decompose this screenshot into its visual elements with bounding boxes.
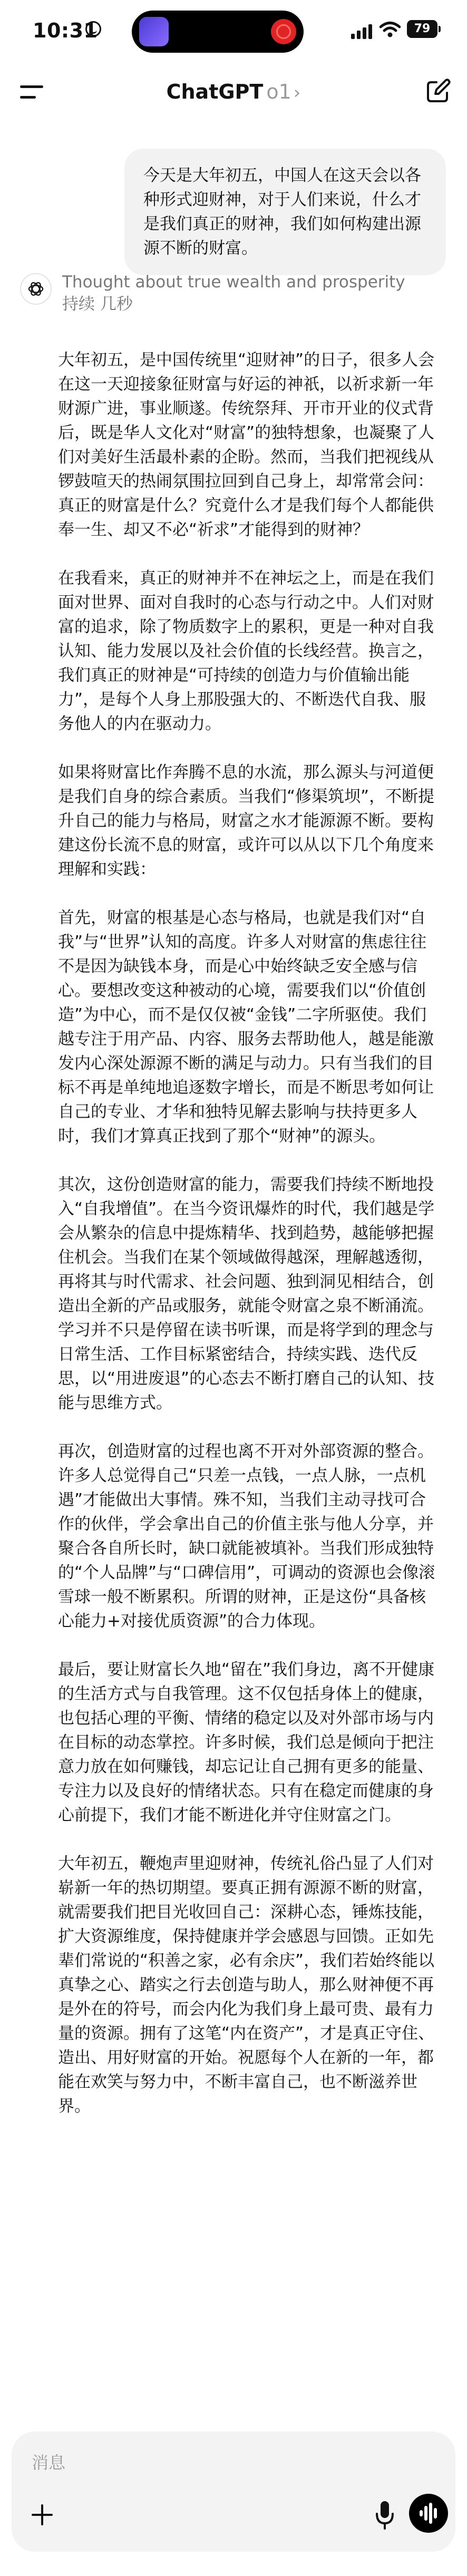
chevron-right-icon: › — [293, 82, 301, 103]
response-paragraph: 在我看来，真正的财神并不在神坛之上，而是在我们面对世界、面对自我时的心态与行动之中。人们对财富的追求，除了物质数字上的累积，更是一种对自我认知、能力发展以及社会价值的长线经营。换言之，我们真正的财神是“可持续的创造力与价值输出能力”，是每个人身上那股强大的、不断迭代自我、服务他人的内在驱动力。 — [58, 569, 434, 733]
model-selector[interactable] — [0, 80, 467, 103]
cellular-signal-icon — [351, 23, 374, 39]
user-message-bubble: 今天是大年初五，中国人在这天会以各种形式迎财神，对于人们来说，什么才是我们真正的财神，我们如何构建出源源不断的财富。 — [124, 149, 446, 275]
microphone-icon[interactable] — [374, 2500, 395, 2530]
chatgpt-logo-icon — [20, 273, 52, 305]
battery-indicator: 79 — [407, 20, 437, 38]
response-paragraph: 如果将财富比作奔腾不息的水流，那么源头与河道便是我们自身的综合素质。当我们“修渠筑坝”，不断提升自己的能力与格局，财富之水才能源源不断。要构建这份长流不息的财富，或许可以从以下几个角度来理解和实践： — [58, 763, 435, 879]
response-paragraph: 其次，这份创造财富的能力，需要我们持续不断地投入“自我增值”。在当今资讯爆炸的时代，我们越是学会从繁杂的信息中提炼精华、找到趋势，越能够把握住机会。当我们在某个领域做得越深，理解越透彻，再将其与时代需求、社会问题、独到洞见相结合，创造出全新的产品或服务，就能令财富之泉不断涌流。学习并不只是停留在读书听课，而是将学到的理念与日常生活、工作目标紧密结合，持续实践、迭代反思，以“用进废退”的心态去不断打磨自己的认知、技能与思维方式。 — [58, 1175, 435, 1412]
chat-header — [0, 63, 467, 121]
voice-mode-button[interactable] — [409, 2494, 448, 2533]
message-composer[interactable] — [12, 2432, 455, 2552]
app-activity-icon — [139, 17, 169, 46]
focus-smile-icon — [85, 21, 101, 37]
response-paragraph: 最后，要让财富长久地“留在”我们身边，离不开健康的生活方式与自我管理。这不仅包括身体上的健康，也包括心理的平衡、情绪的稳定以及对外部市场与内在目标的动态掌控。许多时候，我们总是倾向于把注意力放在如何赚钱，却忘记让自己拥有更多的能量、专注力以及良好的情绪状态。只有在稳定而健康的身心前提下，我们才能不断进化并守住财富之门。 — [58, 1660, 435, 1825]
response-paragraph: 首先，财富的根基是心态与格局，也就是我们对“自我”与“世界”认知的高度。许多人对财富的焦虑往往不是因为缺钱本身，而是心中始终缺乏安全感与信心。要想改变这种被动的心境，需要我们以“价值创造”为中心，而不是仅仅被“金钱”二字所驱使。我们越专注于用产品、内容、服务去帮助他人，越是能激发内心深处源源不断的满足与动力。只有当我们的目标不再是单纯地追逐数字增长，而是不断思考如何让自己的专业、才华和独特见解去影响与扶持更多人时，我们才算真正找到了那个“财神”的源头。 — [58, 908, 434, 1146]
new-chat-icon[interactable] — [425, 78, 451, 104]
status-time: 10:31 — [33, 19, 98, 42]
screen-recording-icon — [271, 19, 296, 44]
app-title: ChatGPT — [166, 80, 264, 103]
response-paragraph: 大年初五，鞭炮声里迎财神，传统礼俗凸显了人们对崭新一年的热切期望。要真正拥有源源不断的财富，就需要我们把目光收回自己：深耕心态，锤炼技能，扩大资源维度，保持健康并学会感恩与回馈。正如先辈们常说的“积善之家，必有余庆”，我们若始终能以真挚之心、踏实之行去创造与助人，那么财神便不再是外在的符号，而会内化为我们身上最可贵、最有力量的资源。拥有了这笔“内在资产”，才是真正守住、造出、用好财富的开始。祝愿每个人在新的一年，都能在欢笑与努力中，不断丰富自己，也不断滋养世界。 — [58, 1854, 435, 2116]
wifi-icon — [380, 21, 401, 38]
assistant-response — [58, 348, 435, 2143]
model-name: o1 — [266, 80, 291, 103]
status-bar — [0, 0, 467, 62]
thought-summary[interactable]: Thought about true wealth and prosperity — [62, 273, 405, 292]
dynamic-island[interactable] — [132, 11, 304, 53]
plus-icon[interactable] — [32, 2504, 53, 2525]
response-paragraph: 再次，创造财富的过程也离不开对外部资源的整合。许多人总觉得自己“只差一点钱，一点人脉，一点机遇”才能做出大事情。殊不知，当我们主动寻找可合作的伙伴，学会拿出自己的价值主张与他人分享，并聚合各自所长时，缺口就能被填补。当我们形成独特的“个人品牌”与“口碑信用”，可调动的资源也会像滚雪球一般不断累积。所谓的财神，正是这份“具备核心能力+对接优质资源”的合力体现。 — [58, 1442, 435, 1631]
response-paragraph: 大年初五，是中国传统里“迎财神”的日子，很多人会在这一天迎接象征财富与好运的神祇，以祈求新一年财源广进，事业顺遂。传统祭拜、开市开业的仪式背后，既是华人文化对“财富”的独特想象，也凝聚了人们对美好生活最朴素的企盼。然而，当我们把视线从锣鼓喧天的热闹氛围拉回到自己身上，却常常会问：真正的财富是什么？究竟什么才是我们每个人都能供奉一生、却又不必“祈求”才能得到的财神？ — [58, 351, 435, 539]
message-input[interactable]: 消息 — [32, 2453, 66, 2473]
thought-duration: 持续 几秒 — [62, 295, 133, 314]
